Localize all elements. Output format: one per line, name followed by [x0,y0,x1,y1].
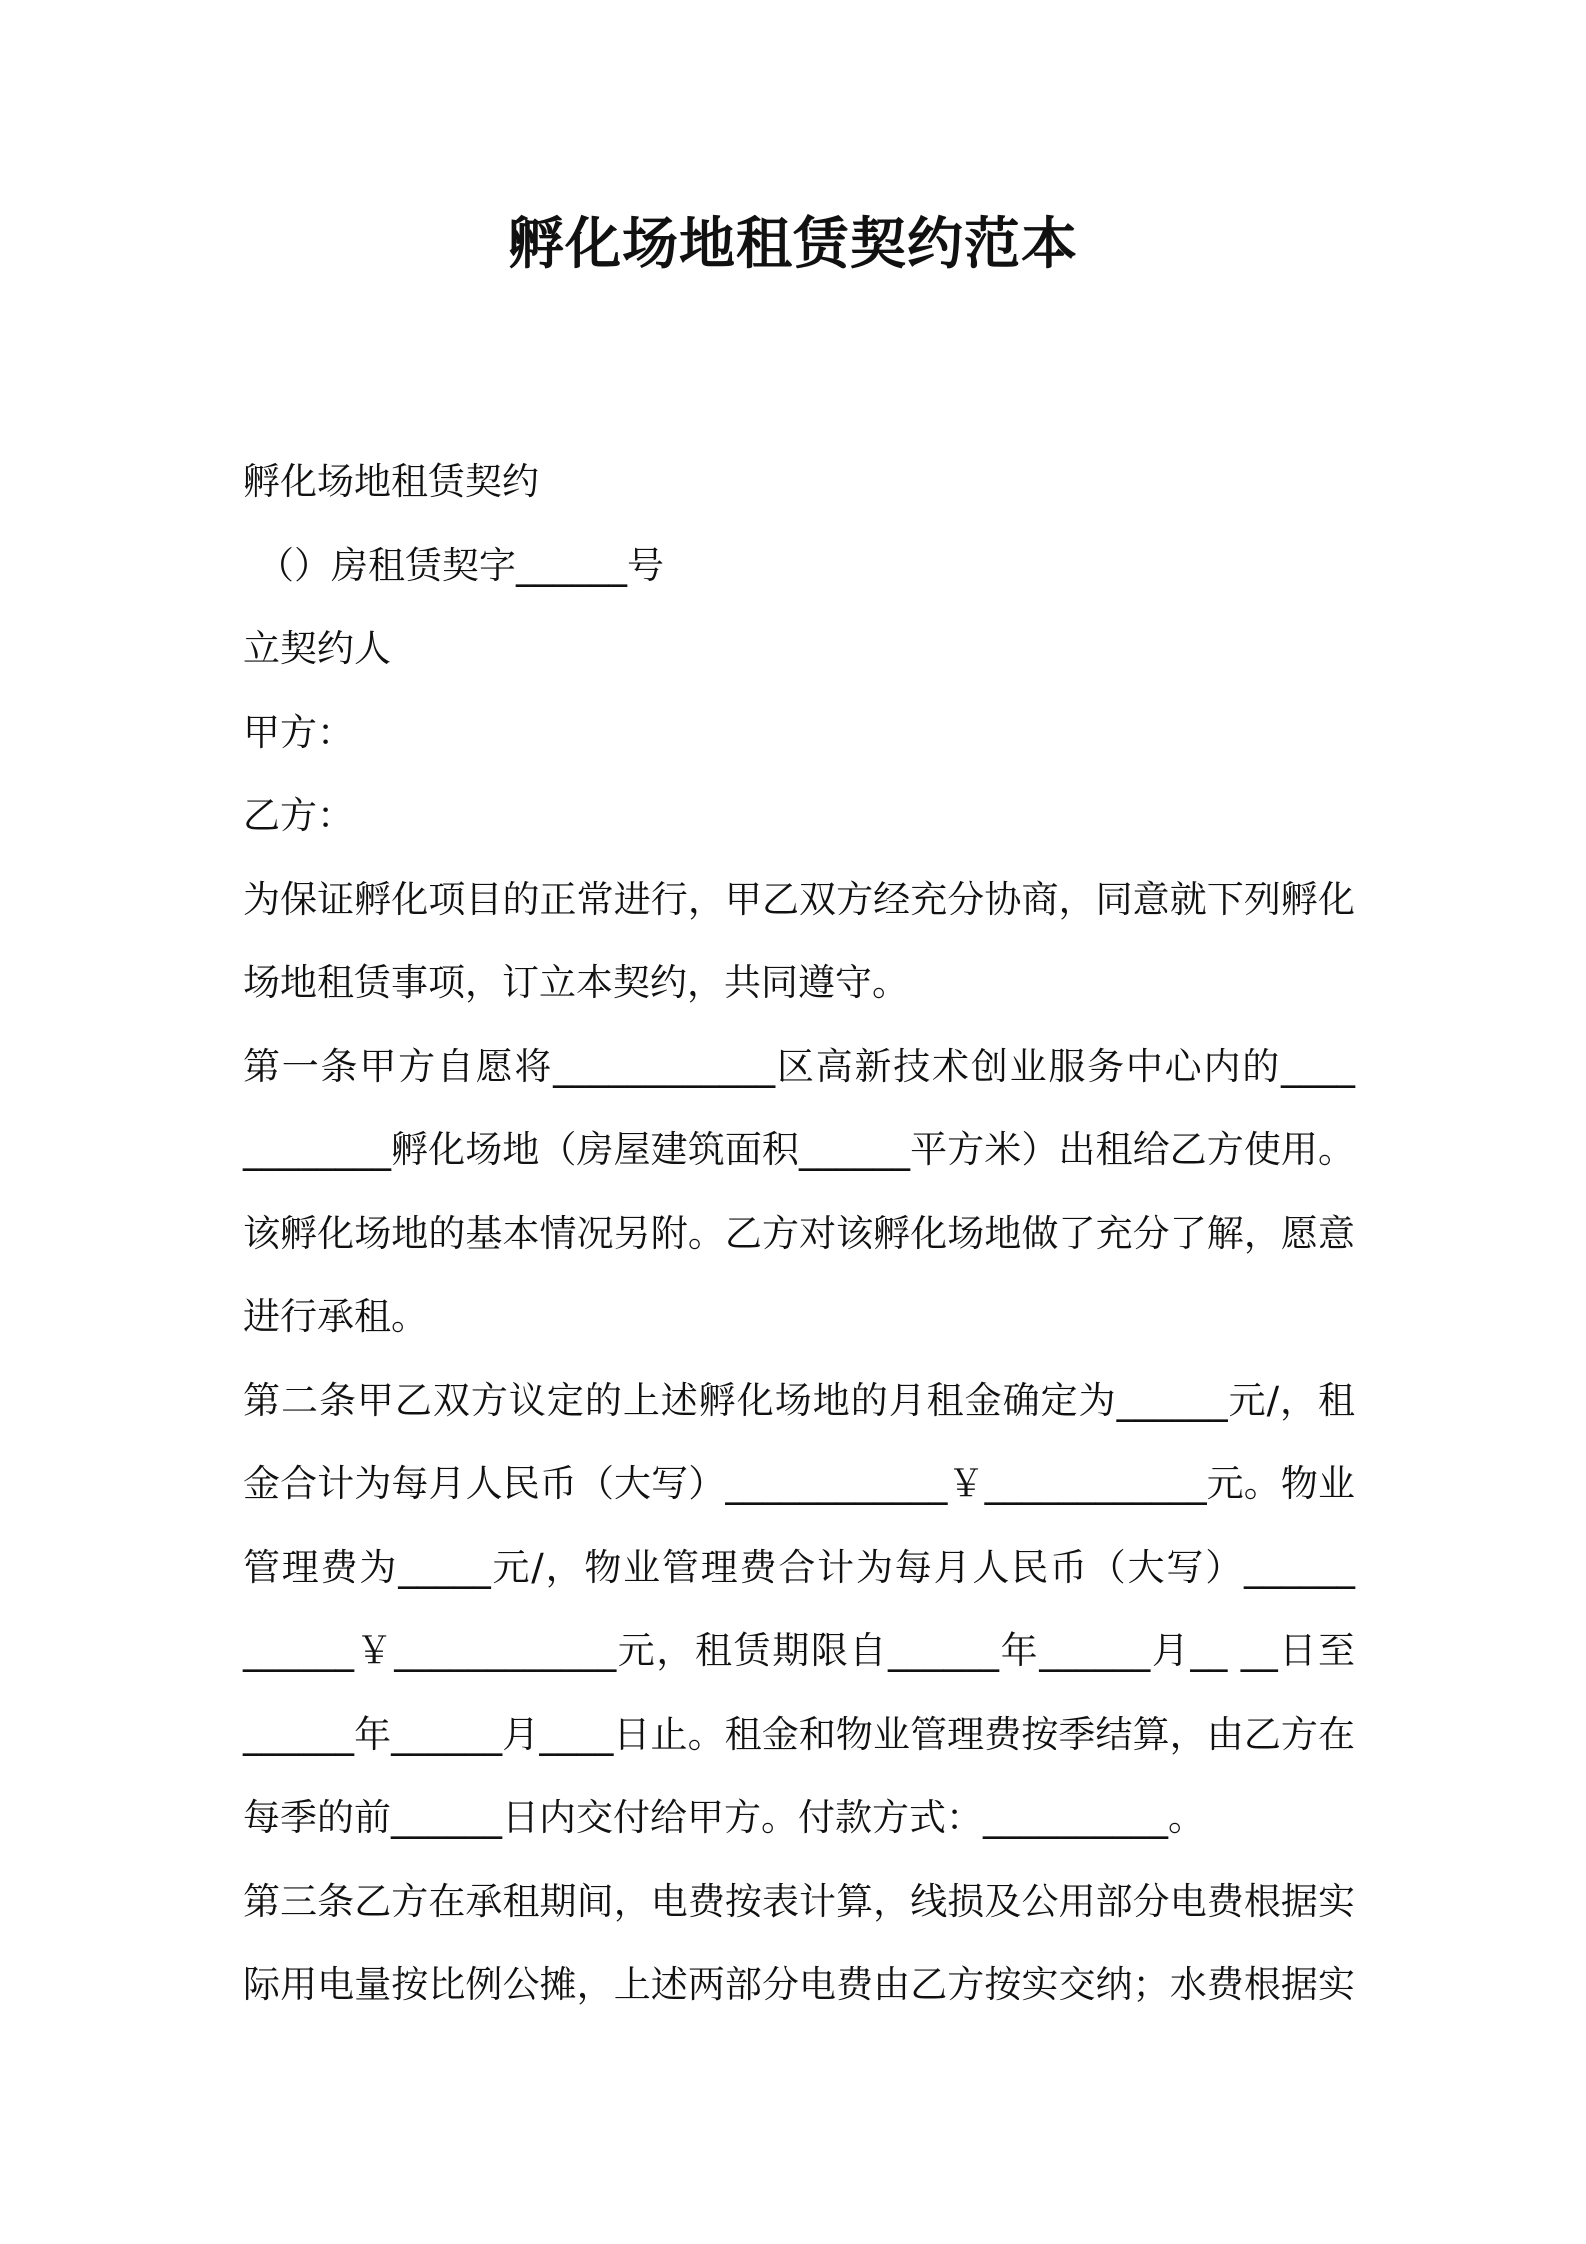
article-1-line: 该孵化场地的基本情况另附。乙方对该孵化场地做了充分了解，愿意 [243,1211,1355,1255]
party-a-line: 甲方： [243,710,354,754]
preamble-line: 为保证孵化项目的正常进行，甲乙双方经充分协商，同意就下列孵化 [243,877,1355,921]
article-1-line: 第一条甲方自愿将____________区高新技术创业服务中心内的____ [243,1044,1355,1088]
article-2-line: ______年______月____日止。租金和物业管理费按季结算，由乙方在 [243,1712,1355,1756]
article-3-line: 第三条乙方在承租期间，电费按表计算，线损及公用部分电费根据实 [243,1879,1355,1923]
article-3-line: 际用电量按比例公摊，上述两部分电费由乙方按实交纳；水费根据实 [243,1963,1355,2006]
article-2-line: 金合计为每月人民币（大写）____________￥____________元。物业 [243,1462,1355,1505]
contract-name-line: 孵化场地租赁契约 [243,460,539,503]
parties-heading: 立契约人 [243,627,391,670]
article-1-line: 进行承租。 [243,1295,428,1338]
document-title: 孵化场地租赁契约范本 [508,212,1078,277]
contract-number-line: （）房租赁契字______号 [257,543,664,587]
article-2-line: 每季的前______日内交付给甲方。付款方式：__________。 [243,1796,1205,1839]
party-b-line: 乙方： [243,794,354,837]
preamble-line: 场地租赁事项，订立本契约，共同遵守。 [243,961,909,1004]
article-2-line: ______￥____________元，租赁期限自______年______月__ __日至 [243,1629,1355,1672]
article-2-line: 管理费为_____元/，物业管理费合计为每月人民币（大写）______ [243,1545,1355,1589]
article-1-line: ________孵化场地（房屋建筑面积______平方米）出租给乙方使用。 [243,1128,1355,1171]
document-body [243,440,1355,2027]
article-2-line: 第二条甲乙双方议定的上述孵化场地的月租金确定为______元/，租 [243,1378,1355,1422]
